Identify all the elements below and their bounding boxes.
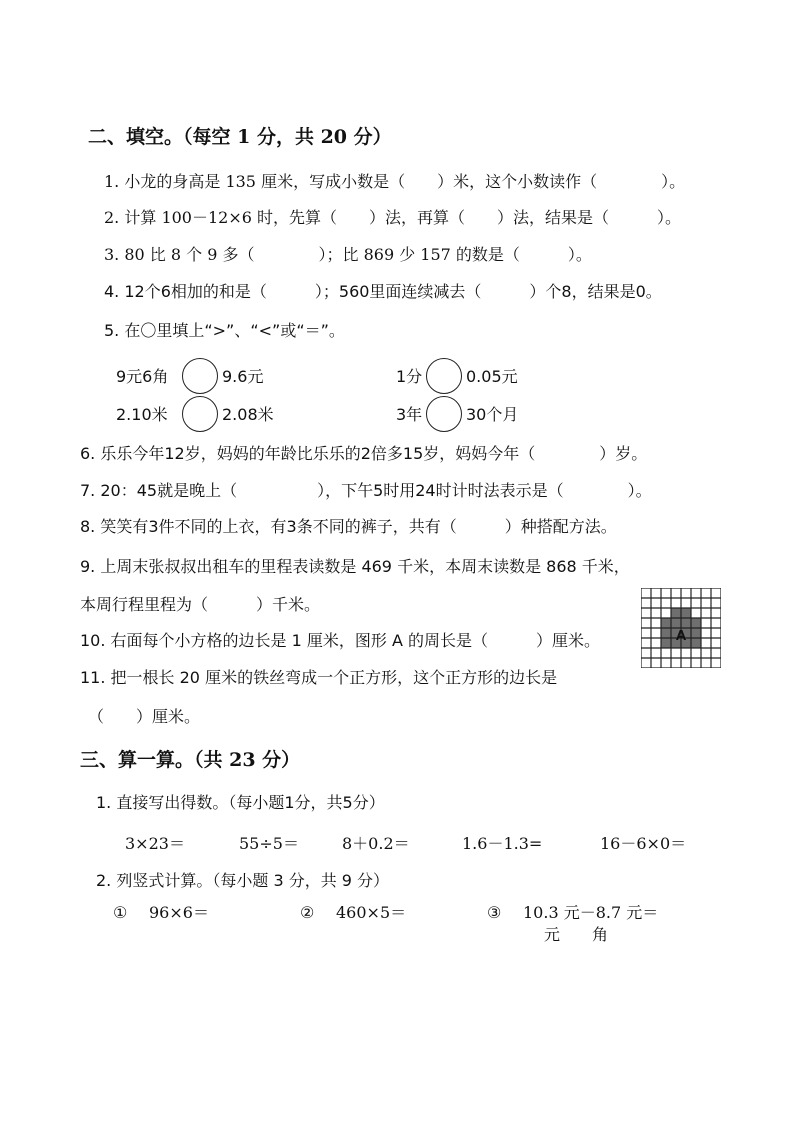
- compare-circle-4[interactable]: [426, 396, 462, 432]
- section-3-question-1: 1. 直接写出得数。（每小题1分，共5分）: [96, 793, 385, 812]
- compare-circle-3[interactable]: [182, 396, 218, 432]
- question-8: 8. 笑笑有3件不同的上衣，有3条不同的裤子，共有（ ）种搭配方法。: [80, 517, 617, 536]
- question-11-line-1: 11. 把一根长 20 厘米的铁丝弯成一个正方形，这个正方形的边长是: [80, 668, 558, 687]
- shape-a-label: A: [675, 627, 687, 644]
- question-3: 3. 80 比 8 个 9 多（ ）；比 869 少 157 的数是（ ）。: [104, 245, 592, 264]
- grid-figure: [641, 588, 721, 668]
- compare-right-3: 2.08米: [222, 405, 274, 424]
- vertical-calc-expr-2: 460×5＝: [336, 903, 407, 922]
- section-3-question-2: 2. 列竖式计算。（每小题 3 分，共 9 分）: [96, 871, 390, 890]
- mental-math-4: 1.6－1.3=: [462, 834, 543, 853]
- question-4: 4. 12个6相加的和是（ ）；560里面连续减去（ ）个8，结果是0。: [104, 282, 662, 301]
- vertical-calc-units: 元 角: [544, 925, 609, 944]
- section-3-heading: 三、算一算。（共 23 分）: [80, 749, 301, 771]
- compare-right-1: 9.6元: [222, 367, 264, 386]
- compare-left-2: 1分: [396, 367, 423, 386]
- compare-left-4: 3年: [396, 405, 423, 424]
- mental-math-3: 8＋0.2＝: [342, 834, 410, 853]
- section-2-heading: 二、填空。（每空 1 分，共 20 分）: [88, 126, 392, 148]
- question-9-line-2: 本周行程里程为（ ）千米。: [80, 595, 321, 614]
- question-10: 10. 右面每个小方格的边长是 1 厘米，图形 A 的周长是（ ）厘米。: [80, 631, 601, 650]
- vertical-calc-expr-3: 10.3 元－8.7 元＝: [523, 903, 659, 922]
- question-2: 2. 计算 100－12×6 时，先算（ ）法，再算（ ）法，结果是（ ）。: [104, 208, 682, 227]
- vertical-calc-num-2: ②: [300, 903, 315, 922]
- mental-math-5: 16－6×0＝: [600, 834, 687, 853]
- question-1: 1. 小龙的身高是 135 厘米，写成小数是（ ）米，这个小数读作（ ）。: [104, 172, 686, 191]
- vertical-calc-expr-1: 96×6＝: [149, 903, 209, 922]
- compare-left-1: 9元6角: [116, 367, 169, 386]
- mental-math-2: 55÷5＝: [239, 834, 299, 853]
- mental-math-1: 3×23＝: [125, 834, 185, 853]
- compare-right-2: 0.05元: [466, 367, 518, 386]
- vertical-calc-num-3: ③: [487, 903, 502, 922]
- question-7: 7. 20：45就是晚上（ ），下午5时用24时计时法表示是（ ）。: [80, 481, 652, 500]
- question-9-line-1: 9. 上周末张叔叔出租车的里程表读数是 469 千米，本周末读数是 868 千米，: [80, 557, 630, 576]
- grid-svg: [641, 588, 721, 668]
- compare-circle-2[interactable]: [426, 358, 462, 394]
- vertical-calc-num-1: ①: [113, 903, 128, 922]
- question-11-line-2: （ ）厘米。: [88, 707, 201, 726]
- question-6: 6. 乐乐今年12岁，妈妈的年龄比乐乐的2倍多15岁，妈妈今年（ ）岁。: [80, 444, 648, 463]
- compare-right-4: 30个月: [466, 405, 519, 424]
- compare-circle-1[interactable]: [182, 358, 218, 394]
- question-5: 5. 在〇里填上“>”、“<”或“＝”。: [104, 321, 345, 340]
- compare-left-3: 2.10米: [116, 405, 168, 424]
